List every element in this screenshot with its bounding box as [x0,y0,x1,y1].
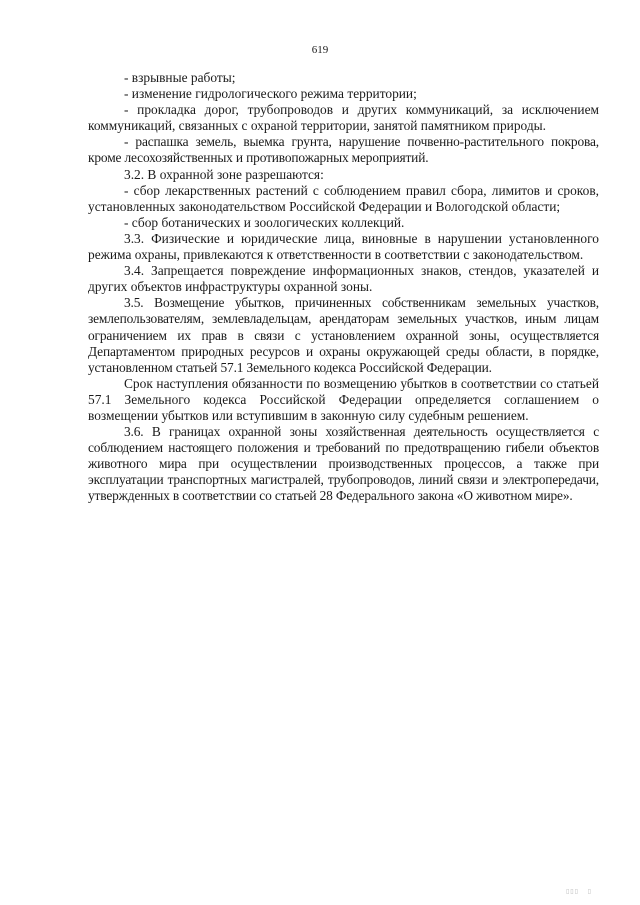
section-3-4: 3.4. Запрещается повреждение информационных знаков, стендов, указателей и других объектов инфраструктуры охранной зоны. [88,263,599,295]
list-item-roads: - прокладка дорог, трубопроводов и других коммуникаций, за исключением коммуникаций, связанных с охраной территории, занятой памятником природы. [88,102,599,134]
compensation-deadline: Срок наступления обязанности по возмещению убытков в соответствии со статьей 57.1 Земельного кодекса Российской Федерации определяется соглашением о возмещении убытков или вступившим в законную силу судебным решением. [88,375,599,423]
list-item-plowing: - распашка земель, выемка грунта, нарушение почвенно-растительного покрова, кроме лесохозяйственных и противопожарных мероприятий. [88,134,599,166]
list-item-collections: - сбор ботанических и зоологических коллекций. [124,214,405,230]
page-number: 619 [311,44,329,56]
list-item-blasting: - взрывные работы; [124,70,236,85]
section-3-6: 3.6. В границах охранной зоны хозяйственная деятельность осуществляется с соблюдением настоящего положения и требований по предотвращению гибели объектов животного мира при осуществлении производственных процессов, а также при эксплуатации транспортных магистралей, трубопроводов, линий связи и электропередачи, утвержденных в соответствии со статьей 28 Федерального закона «О животном мире». [88,424,599,504]
section-3-2-heading: 3.2. В охранной зоне разрешаются: [124,166,324,182]
list-item-medicinal-plants: - сбор лекарственных растений с соблюдением правил сбора, лимитов и сроков, установленных законодательством Российской Федерации и Вологодской области; [88,182,599,214]
section-3-5: 3.5. Возмещение убытков, причиненных собственникам земельных участков, землепользователям, землевладельцам, арендаторам земельных участков, иным лицам ограничением их прав в связи с установлением охранной зоны, осуществляется Департаментом природных ресурсов и охраны окружающей среды области, в порядке, установленном статьей 57.1 Земельного кодекса Российской Федерации. [88,295,599,375]
document-body [88,70,599,505]
scan-artifact-mark: ▯▯▯ ▯ [566,888,592,895]
section-3-3: 3.3. Физические и юридические лица, виновные в нарушении установленного режима охраны, привлекаются к ответственности в соответствии с законодательством. [88,230,599,263]
list-item-hydrology: - изменение гидрологического режима территории; [124,86,417,102]
